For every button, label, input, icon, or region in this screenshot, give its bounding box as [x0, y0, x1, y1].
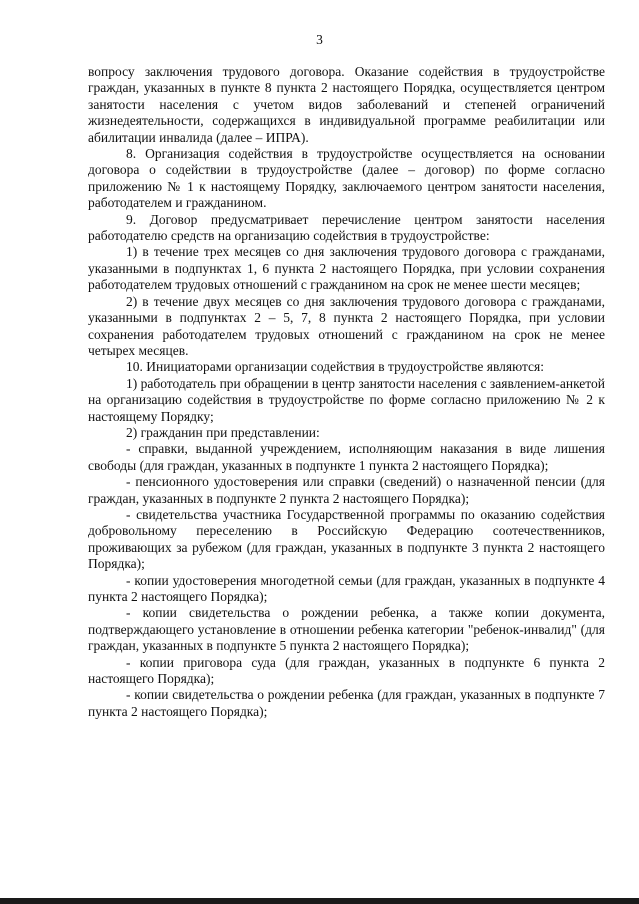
- page-body: [88, 64, 605, 720]
- list-item-large-family-certificate: - копии удостоверения многодетной семьи (для граждан, указанных в подпункте 4 пункта 2 настоящего Порядка);: [88, 572, 605, 604]
- list-item-release-certificate: - справки, выданной учреждением, исполняющим наказания в виде лишения свободы (для граждан, указанных в подпункте 1 пункта 2 настоящего Порядка);: [88, 441, 605, 473]
- list-item-court-sentence: - копии приговора суда (для граждан, указанных в подпункте 6 пункта 2 настоящего Порядка);: [88, 654, 605, 687]
- list-item-pension-certificate: - пенсионного удостоверения или справки (сведений) о назначенной пенсии (для граждан, указанных в подпункте 2 пункта 2 настоящего Порядка);: [88, 474, 605, 506]
- list-item-resettlement-certificate: - свидетельства участника Государственной программы по оказанию содействия добровольному переселению в Российскую Федерацию соотечественников, проживающих за рубежом (для граждан, указанных в подпункте 3 пункта 2 настоящего Порядка);: [88, 506, 605, 572]
- paragraph-continuation: вопросу заключения трудового договора. Оказание содействия в трудоустройстве граждан, указанных в пункте 8 пункта 2 настоящего Порядка, осуществляется центром занятости населения с учетом видов заболеваний и степеней ограничений жизнедеятельности, содержащихся в индивидуальной программе реабилитации или абилитации инвалида (далее – ИПРА).: [88, 64, 605, 145]
- paragraph-item-10-2: 2) гражданин при представлении:: [126, 424, 320, 440]
- paragraph-item-8: 8. Организация содействия в трудоустройстве осуществляется на основании договора о содействии в трудоустройстве (далее – договор) по форме согласно приложению № 1 к настоящему Порядку, заключаемого центром занятости населения, работодателем и гражданином.: [88, 146, 605, 211]
- page-number: 3: [316, 32, 323, 47]
- paragraph-item-9-2: 2) в течение двух месяцев со дня заключения трудового договора с гражданами, указанными в подпунктах 2 – 5, 7, 8 пункта 2 настоящего Порядка, при условии сохранения работодателем трудовых отношений с гражданином на срок не менее четырех месяцев.: [88, 293, 605, 358]
- paragraph-item-10-1: 1) работодатель при обращении в центр занятости населения с заявлением-анкетой на организацию содействия в трудоустройстве по форме согласно приложению № 2 к настоящему Порядку;: [88, 375, 605, 424]
- list-item-disabled-child-documents: - копии свидетельства о рождении ребенка, а также копии документа, подтверждающего установление в отношении ребенка категории "ребенок-инвалид" (для граждан, указанных в подпункте 5 пункта 2 настоящего Порядка);: [88, 605, 605, 654]
- paragraph-item-9-1: 1) в течение трех месяцев со дня заключения трудового договора с гражданами, указанными в подпунктах 1, 6 пункта 2 настоящего Порядка, при условии сохранения работодателем трудовых отношений с гражданином на срок не менее шести месяцев;: [88, 244, 605, 293]
- scan-bottom-edge: [0, 898, 639, 904]
- paragraph-item-9: 9. Договор предусматривает перечисление центром занятости населения работодателю средств на организацию содействия в трудоустройстве:: [88, 211, 605, 244]
- list-item-birth-certificate: - копии свидетельства о рождении ребенка (для граждан, указанных в подпункте 7 пункта 2 настоящего Порядка);: [88, 687, 605, 719]
- paragraph-item-10: 10. Инициаторами организации содействия в трудоустройстве являются:: [126, 359, 545, 375]
